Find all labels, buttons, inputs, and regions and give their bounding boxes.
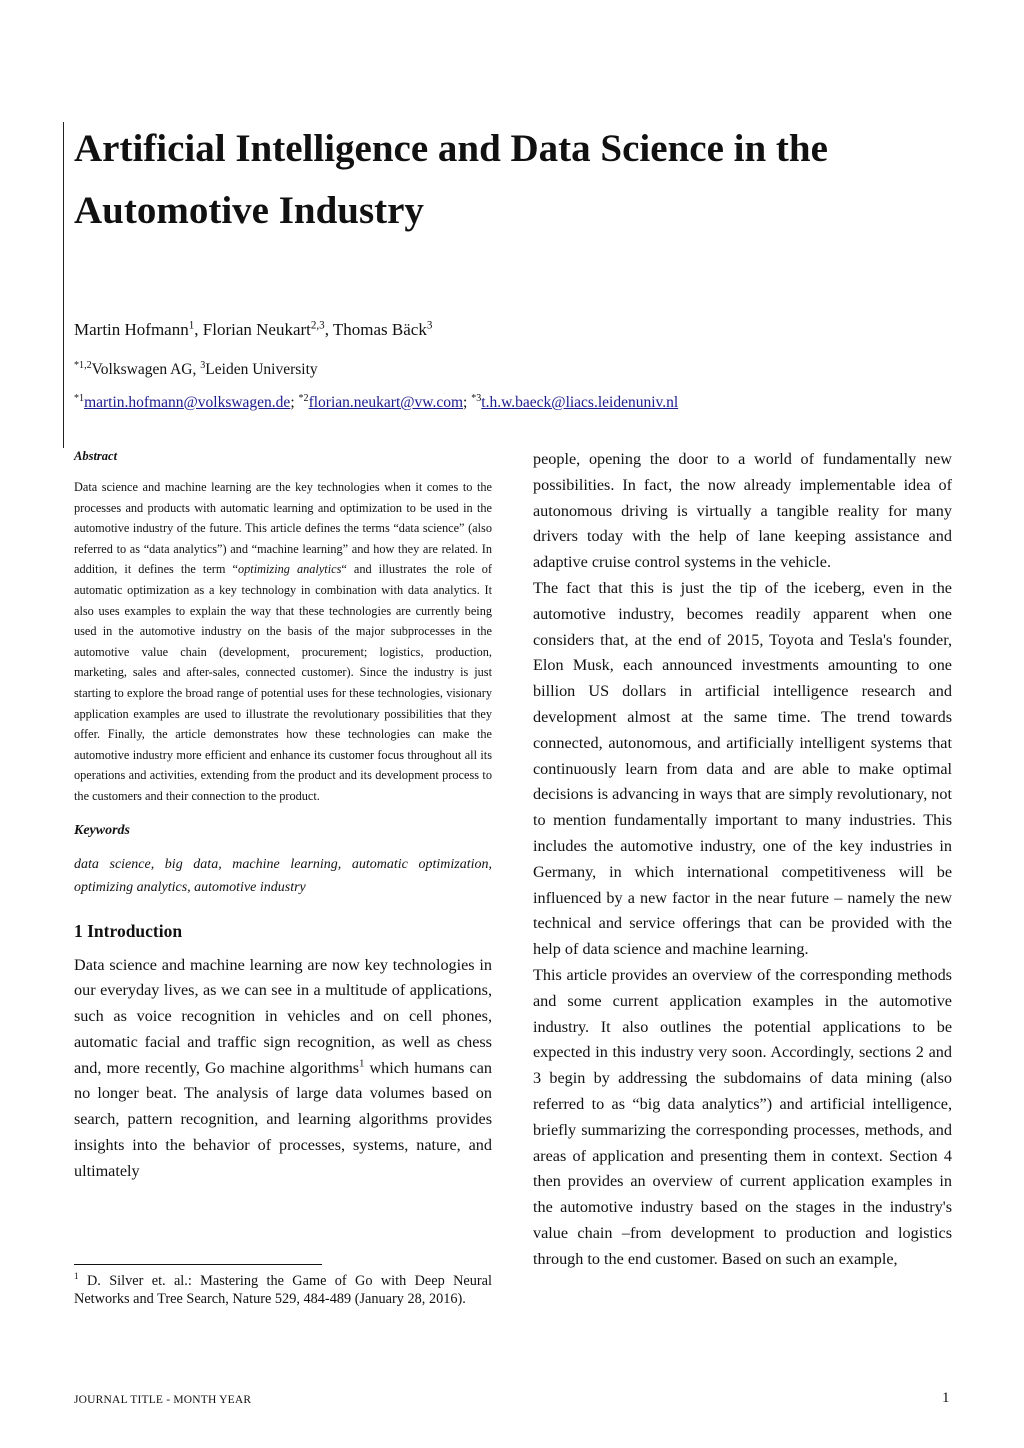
footnote [74, 1272, 492, 1308]
left-column [74, 446, 492, 1185]
author-name: Florian Neukart [202, 320, 311, 339]
abstract-emphasis: optimizing analytics [237, 562, 342, 577]
footnote-divider [74, 1264, 322, 1265]
email-link-hofmann[interactable]: martin.hofmann@volkswagen.de [84, 394, 291, 411]
author-separator: , [194, 320, 203, 339]
author-affiliation-mark: 3 [426, 319, 433, 332]
author-separator: , [324, 320, 333, 339]
section-heading-introduction: 1 Introduction [74, 920, 183, 941]
right-column [533, 447, 952, 1273]
running-footer: JOURNAL TITLE - MONTH YEAR [74, 1394, 252, 1406]
footnote-reference[interactable]: 1 [359, 1058, 365, 1070]
paper-title: Artificial Intelligence and Data Science in the Automotive Industry [74, 127, 828, 232]
email-mark: *2 [298, 392, 309, 404]
body-paragraph: This article provides an overview of the corresponding methods and some current application examples in the automotive industry. It also outlines the potential applications to be expected in this industry very soon. Accordingly, sections 2 and 3 begin by addressing the subdomains of data mining (also referred to as “big data analytics”) and artificial intelligence, briefly summarizing the corresponding processes, methods, and areas of application and presenting them in context. Section 4 then provides an overview of current application examples in the automotive industry based on the stages in the industry's value chain –from development to production and logistics through to the end customer. Based on such an example, [533, 965, 952, 1268]
author-affiliation-mark: 1 [188, 319, 195, 332]
email-mark: *3 [471, 392, 482, 404]
page-number: 1 [942, 1390, 950, 1406]
abstract-text-part: Data science and machine learning are the key technologies when it comes to the processes and products with automatic learning and optimization to be used in the automotive industry of the future. This article defines the terms “data science” (also referred to as “data analytics”) and “machine learning” and how they are related. In addition, it defines the term “ [74, 480, 492, 577]
intro-text-part: Data science and machine learning are now key technologies in our everyday lives, as we can see in a multitude of applications, such as voice recognition in vehicles and on cell phones, automatic facial and traffic sign recognition, as well as chess and, more recently, Go machine algorithms [74, 955, 492, 1077]
email-separator: ; [290, 394, 299, 411]
author-affiliation-mark: 2,3 [310, 319, 325, 332]
author-list [74, 318, 432, 342]
affiliations [74, 358, 318, 382]
footnote-text: D. Silver et. al.: Mastering the Game of Go with Deep Neural Networks and Tree Search, Nature 529, 484-489 (January 28, 2016). [74, 1273, 492, 1307]
affiliation-mark: 3 [200, 359, 206, 371]
author-name: Martin Hofmann [74, 320, 189, 339]
affiliation-org: Leiden University [205, 361, 318, 378]
affiliation-mark: *1,2 [74, 359, 92, 371]
footnote-mark: 1 [74, 1272, 79, 1283]
body-paragraph: people, opening the door to a world of fundamentally new possibilities. In fact, the now already implementable idea of autonomous driving is virtually a tangible reality for many drivers today with the help of lane keeping assistance and adaptive cruise control systems in the vehicle. [533, 450, 952, 572]
abstract-text [74, 477, 492, 807]
email-link-neukart[interactable]: florian.neukart@vw.com [308, 394, 464, 411]
email-separator: ; [463, 394, 472, 411]
email-list [74, 391, 678, 415]
abstract-heading: Abstract [74, 449, 118, 463]
keywords-heading: Keywords [74, 822, 130, 838]
author-name: Thomas Bäck [332, 320, 427, 339]
intro-paragraph [74, 953, 492, 1185]
email-mark: *1 [74, 392, 85, 404]
abstract-text-part: “ and illustrates the role of automatic optimization as a key technology in combination with data analytics. It also uses examples to explain the way that these technologies are currently being used in the automotive industry on the basis of the major subprocesses in the automotive value chain (development, procurement; logistics, production, marketing, sales and after-sales, connected customer). Since the industry is just starting to explore the broad range of potential uses for these technologies, visionary application examples are used to illustrate the revolutionary possibilities that they offer. Finally, the article demonstrates how these technologies can make the automotive industry more efficient and enhance its customer focus throughout all its operations and activities, extending from the product and its development process to the customers and their connection to the product. [74, 562, 493, 803]
affiliation-org: Volkswagen AG, [91, 361, 201, 378]
intro-text-part: which humans can no longer beat. The analysis of large data volumes based on search, pattern recognition, and learning algorithms provides insights into the behavior of processes, systems, nature, and ultimately [74, 1058, 492, 1180]
keywords-text: data science, big data, machine learning, automatic optimization, optimizing analytics, automotive industry [74, 856, 492, 895]
email-link-baeck[interactable]: t.h.w.baeck@liacs.leidenuniv.nl [481, 394, 679, 411]
left-margin-rule [63, 122, 64, 448]
body-paragraph: The fact that this is just the tip of the iceberg, even in the automotive industry, becomes readily apparent when one considers that, at the end of 2015, Toyota and Tesla's founder, Elon Musk, each announced investments amounting to one billion US dollars in artificial intelligence research and development almost at the same time. The trend towards connected, autonomous, and artificially intelligent systems that continuously learn from data and are able to make optimal decisions is advancing in ways that are simply revolutionary, not to mention fundamentally important to many industries. This includes the automotive industry, one of the key industries in Germany, in which international competitiveness will be influenced by a new factor in the near future – namely the new technical and service offerings that can be provided with the help of data science and machine learning. [533, 578, 952, 959]
